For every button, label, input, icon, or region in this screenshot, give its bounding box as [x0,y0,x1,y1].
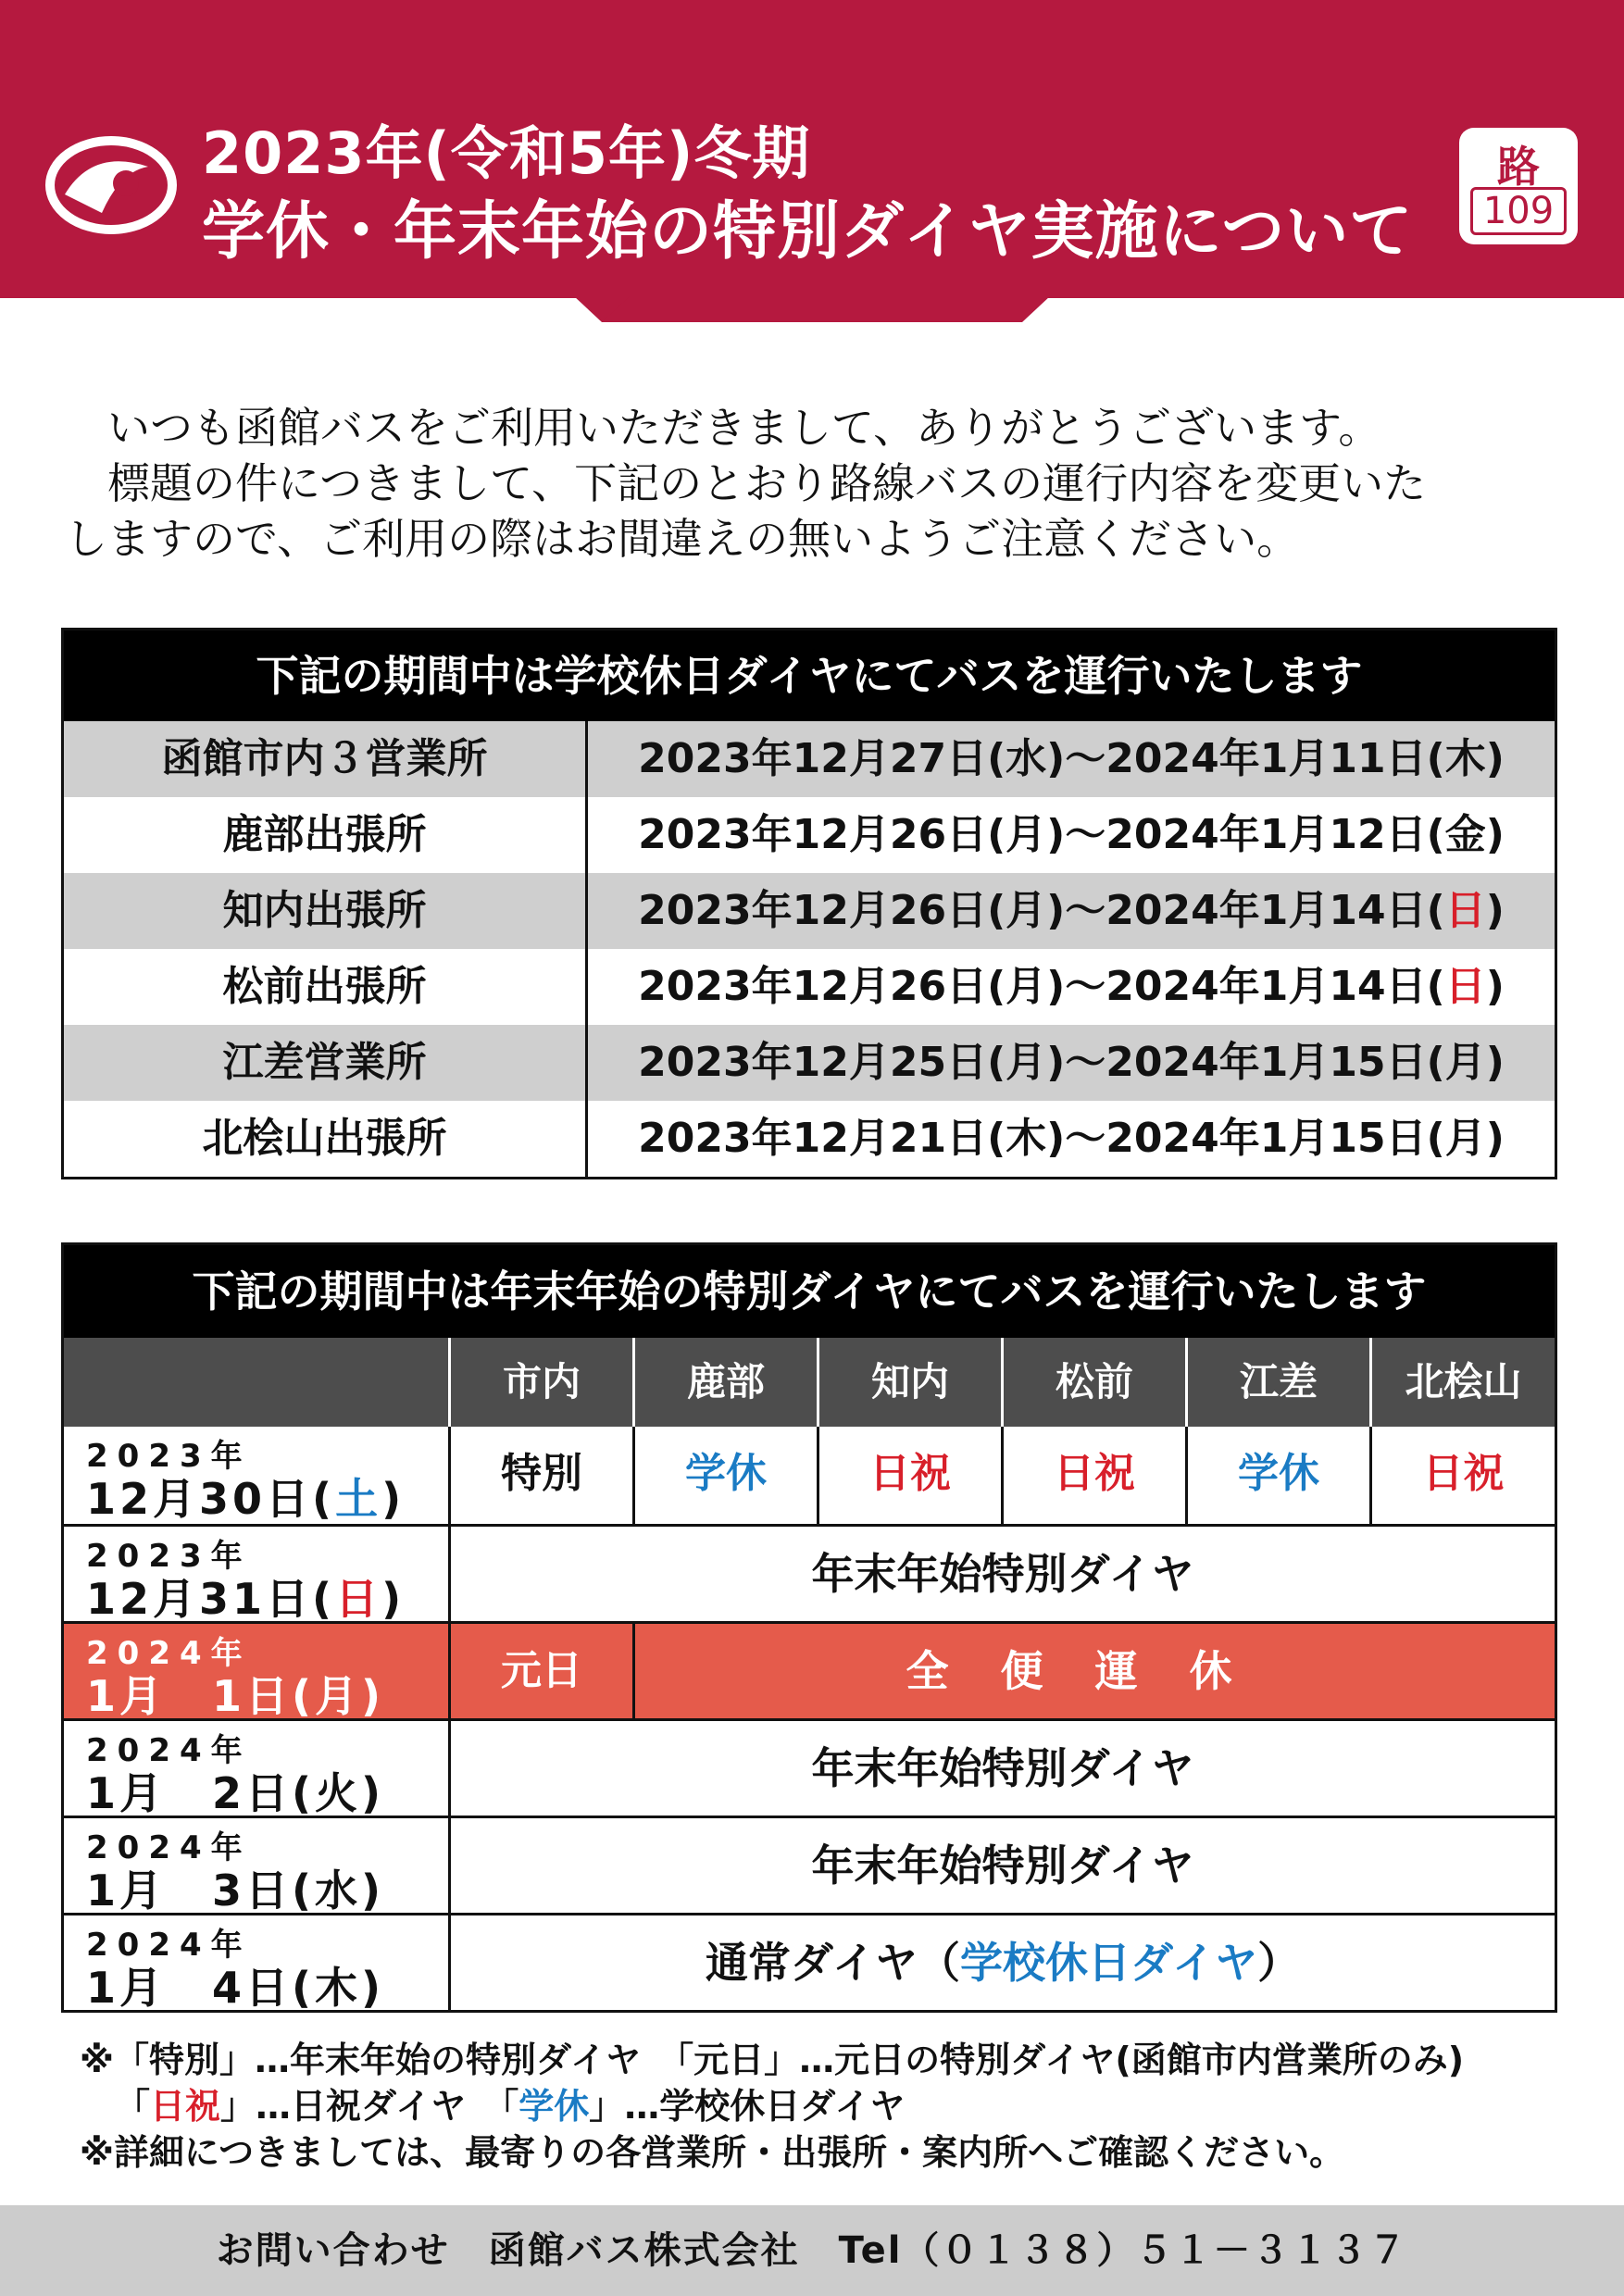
office-name: 知内出張所 [64,873,588,949]
table-row [64,1718,1555,1816]
schedule-cell: 日祝 [819,1427,1004,1524]
table-row [64,1913,1555,2013]
period: 2023年12月26日(月)～2024年1月12日(金) [638,811,1505,858]
header-banner [0,0,1624,298]
note-line2: 「日祝」…日祝ダイヤ 「学休」…学校休日ダイヤ [115,2086,906,2127]
page-title-line1: 2023年(令和5年)冬期 [202,119,811,187]
schedule-cell: 学休 [635,1427,819,1524]
date-cell: 2024年 1月 1日(月) [64,1624,451,1718]
intro-text [65,400,1583,567]
date-cell: 2023年 12月31日(日) [64,1527,451,1621]
table-row [64,1427,1555,1524]
column-header-row [64,1338,1555,1427]
schedule-cell: 特別 [451,1427,635,1524]
route-number: 109 [1470,187,1567,235]
table-row [64,949,1555,1025]
header-notch-right [994,296,1050,322]
hakodate-bus-logo-icon [37,130,185,241]
period: 2023年12月26日(月)～2024年1月14日(日) [638,887,1505,934]
school-holiday-table [61,628,1557,1179]
table-row [64,797,1555,873]
school-holiday-table-heading: 下記の期間中は学校休日ダイヤにてバスを運行いたします [64,630,1555,721]
office-name: 北桧山出張所 [64,1101,588,1177]
schedule-cell: 日祝 [1422,1450,1505,1497]
header-notch-left [574,296,630,322]
office-name: 江差営業所 [64,1025,588,1101]
column-header: 北桧山 [1405,1359,1522,1404]
schedule-span: 年末年始特別ダイヤ [811,1549,1194,1599]
note-line3: ※詳細につきましては、最寄りの各営業所・出張所・案内所へご確認ください。 [80,2132,1345,2173]
office-name: 鹿部出張所 [64,797,588,873]
schedule-cell: 日祝 [1004,1427,1188,1524]
column-header: 松前 [1004,1338,1188,1427]
contact-footer: お問い合わせ 函館バス株式会社 Tel（０１３８）５１－３１３７ [0,2205,1624,2296]
table-row [64,1524,1555,1624]
date-cell: 2024年 1月 2日(火) [64,1721,451,1816]
intro-line2: 標題の件につきまして、下記のとおり路線バスの運行内容を変更いた [107,458,1427,508]
header-notch [602,296,1022,322]
column-header: 鹿部 [635,1338,819,1427]
table-row-highlight [64,1621,1555,1721]
table-row [64,721,1555,797]
intro-line1: いつも函館バスをご利用いただきまして、ありがとうございます。 [107,403,1381,453]
schedule-span: 年末年始特別ダイヤ [811,1743,1194,1793]
date-cell: 2024年 1月 4日(木) [64,1915,451,2010]
legend-notes [80,2037,1464,2176]
page-title-line2: 学休・年末年始の特別ダイヤ実施について [202,195,1414,268]
route-kanji: 路 [1497,142,1540,192]
schedule-cell: 学休 [1188,1427,1372,1524]
table-row [64,1816,1555,1913]
period: 2023年12月26日(月)～2024年1月14日(日) [638,963,1505,1010]
year-end-schedule-table [61,1242,1557,2013]
table-row [64,1025,1555,1101]
column-header: 江差 [1188,1338,1372,1427]
period: 2023年12月21日(木)～2024年1月15日(月) [638,1115,1505,1162]
column-header: 市内 [451,1338,635,1427]
table-row [64,1101,1555,1177]
period: 2023年12月27日(水)～2024年1月11日(木) [638,735,1505,782]
note-line1: ※「特別」…年末年始の特別ダイヤ 「元日」…元日の特別ダイヤ(函館市内営業所のみ) [80,2040,1465,2080]
date-cell: 2023年 12月30日(土) [64,1427,451,1524]
period: 2023年12月25日(月)～2024年1月15日(月) [638,1039,1505,1086]
schedule-cell: 元日 [451,1624,635,1718]
year-end-table-heading: 下記の期間中は年末年始の特別ダイヤにてバスを運行いたします [64,1245,1555,1338]
schedule-span: 通常ダイヤ（学校休日ダイヤ） [705,1938,1301,1988]
route-number-badge [1459,128,1578,244]
intro-line3: しますので、ご利用の際はお間違えの無いようご注意ください。 [65,514,1300,564]
table-row [64,873,1555,949]
office-name: 松前出張所 [64,949,588,1025]
date-cell: 2024年 1月 3日(水) [64,1818,451,1913]
schedule-span: 年末年始特別ダイヤ [811,1841,1194,1890]
column-header: 知内 [819,1338,1004,1427]
office-name: 函館市内３営業所 [64,721,588,797]
schedule-span: 全便運休 [906,1646,1284,1696]
